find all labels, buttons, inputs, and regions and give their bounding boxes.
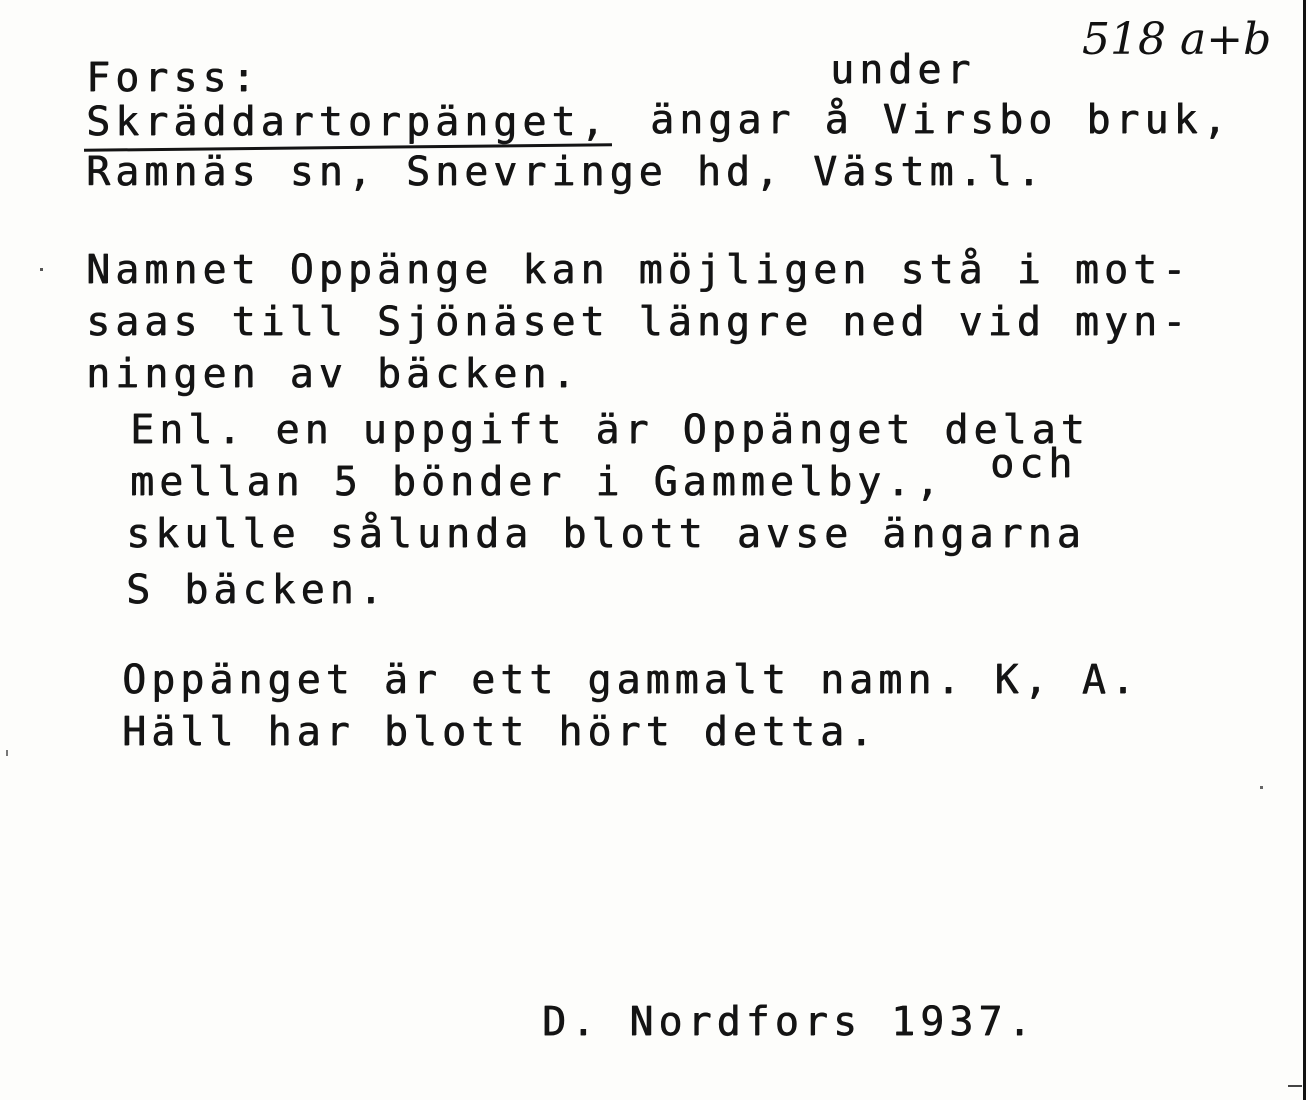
margin-speck	[40, 268, 43, 271]
paragraph3-line2: Häll har blott hört detta.	[122, 709, 879, 755]
paragraph2-line1: Enl. en uppgift är Oppänget delat	[130, 407, 1090, 453]
handwritten-archive-number: 518 a+b	[1082, 14, 1272, 65]
header-label: Forss:	[86, 55, 261, 101]
header-under: under	[830, 47, 976, 93]
paragraph1-line1: Namnet Oppänge kan möjligen stå i mot-	[86, 247, 1192, 293]
margin-speck	[6, 750, 8, 756]
paragraph1-line2: saas till Sjönäset längre ned vid myn-	[86, 299, 1192, 345]
paragraph2-line4: S bäcken.	[126, 567, 388, 613]
paragraph2-line3: skulle sålunda blott avse ängarna	[126, 511, 1086, 557]
paragraph3-line1: Oppänget är ett gammalt namn. K, A.	[122, 657, 1140, 703]
paragraph2-inserted-word: och	[990, 441, 1078, 487]
header-location: ängar å Virsbo bruk,	[650, 97, 1232, 143]
paragraph1-line3: ningen av bäcken.	[86, 351, 581, 397]
header-place-name: Skräddartorpänget,	[86, 99, 610, 145]
corner-speck	[1288, 1085, 1302, 1087]
header-parish-line: Ramnäs sn, Snevringe hd, Västm.l.	[86, 149, 1046, 195]
margin-speck	[1260, 786, 1263, 789]
signature-line: D. Nordfors 1937.	[542, 999, 1037, 1045]
paragraph2-line2: mellan 5 bönder i Gammelby.,	[130, 459, 945, 505]
